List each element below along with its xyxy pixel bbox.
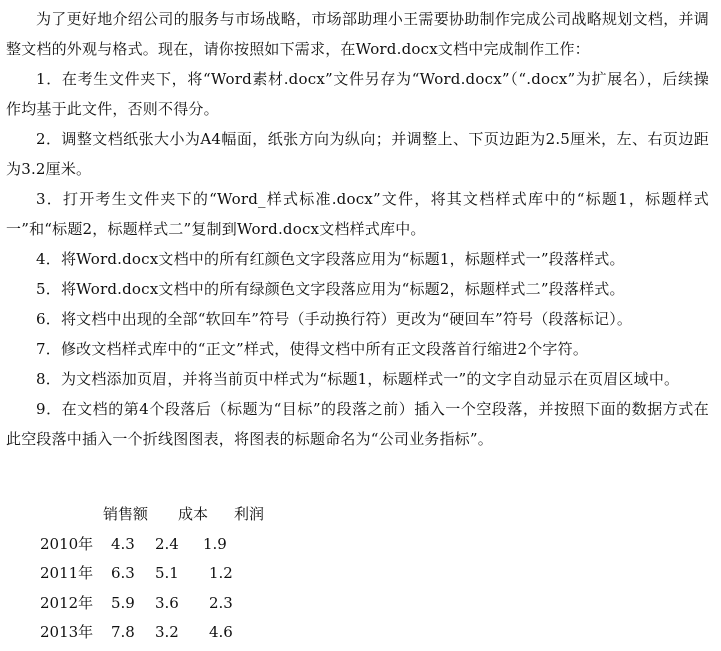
cost-cell: 2.4	[155, 534, 179, 553]
profit-cell: 4.6	[209, 623, 233, 641]
step-4-paragraph: 4．将Word.docx文档中的所有红颜色文字段落应用为“标题1，标题样式一”段落样式。	[36, 250, 625, 268]
year-cell: 2013年	[40, 623, 94, 641]
step-1-paragraph: 1．在考生文件夹下，将“Word素材.docx”文件另存为“Word.docx”（“.docx”为扩展名），后续操作均基于此文件，否则不得分。	[6, 70, 709, 118]
table-row	[0, 589, 721, 619]
data-table	[0, 500, 721, 648]
cost-cell: 3.2	[155, 623, 179, 641]
profit-cell: 2.3	[209, 593, 233, 612]
sales-cell: 7.8	[111, 623, 135, 641]
cost-cell: 3.6	[155, 593, 179, 612]
document-body	[6, 0, 709, 454]
table-row	[0, 618, 721, 648]
profit-cell: 1.2	[209, 564, 233, 582]
year-cell: 2010年	[40, 534, 94, 553]
intro-paragraph: 为了更好地介绍公司的服务与市场战略，市场部助理小王需要协助制作完成公司战略规划文档，并调整文档的外观与格式。现在，请你按照如下需求，在Word.docx文档中完成制作工作：	[6, 10, 709, 58]
table-header-row	[0, 500, 721, 530]
step-5-paragraph: 5．将Word.docx文档中的所有绿颜色文字段落应用为“标题2，标题样式二”段落样式。	[36, 280, 625, 298]
sales-cell: 4.3	[111, 534, 135, 553]
year-cell: 2011年	[40, 564, 94, 582]
step-2-paragraph: 2．调整文档纸张大小为A4幅面，纸张方向为纵向；并调整上、下页边距为2.5厘米，左、右页边距为3.2厘米。	[6, 130, 709, 178]
table-row	[0, 530, 721, 560]
sales-cell: 5.9	[111, 593, 135, 612]
step-6-paragraph: 6．将文档中出现的全部“软回车”符号（手动换行符）更改为“硬回车”符号（段落标记）。	[36, 310, 633, 328]
step-7-paragraph: 7．修改文档样式库中的“正文”样式，使得文档中所有正文段落首行缩进2个字符。	[36, 340, 589, 358]
header-sales: 销售额	[103, 505, 149, 523]
header-cost: 成本	[178, 505, 209, 523]
year-cell: 2012年	[40, 593, 94, 612]
header-profit: 利润	[234, 505, 265, 523]
table-row	[0, 559, 721, 589]
sales-cell: 6.3	[111, 564, 135, 582]
profit-cell: 1.9	[203, 534, 227, 553]
step-8-paragraph: 8．为文档添加页眉，并将当前页中样式为“标题1，标题样式一”的文字自动显示在页眉区域中。	[36, 370, 680, 388]
step-3-paragraph: 3．打开考生文件夹下的“Word_样式标准.docx”文件，将其文档样式库中的“标题1，标题样式一”和“标题2，标题样式二”复制到Word.docx文档样式库中。	[6, 190, 709, 238]
step-9-paragraph: 9．在文档的第4个段落后（标题为“目标”的段落之前）插入一个空段落，并按照下面的数据方式在此空段落中插入一个折线图图表，将图表的标题命名为“公司业务指标”。	[6, 400, 709, 448]
cost-cell: 5.1	[155, 564, 179, 582]
